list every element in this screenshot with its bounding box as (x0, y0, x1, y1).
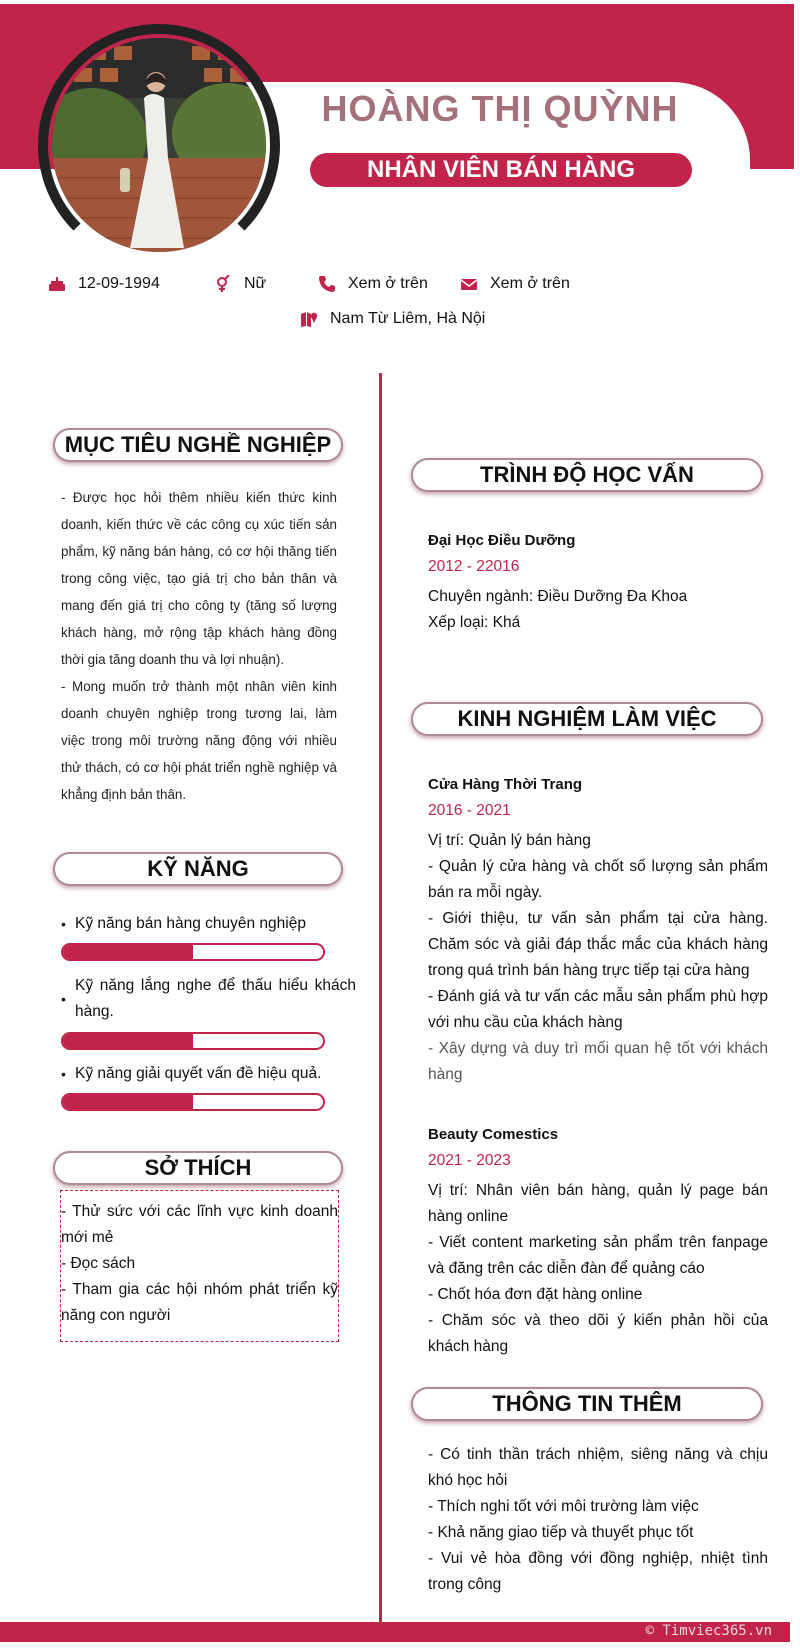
extra-info (428, 1442, 768, 1598)
education-period: 2012 - 22016 (428, 558, 520, 575)
objective-line: - Mong muốn trở thành một nhân viên kinh doanh chuyên nghiệp trong tương lai, làm việc trong môi trường năng động với nhiều thử thách, có cơ hội phát triển nghề nghiệp và khẳng định bản thân. (61, 679, 337, 802)
company-name: Cửa Hàng Thời Trang (428, 776, 583, 793)
education-entry (428, 528, 768, 636)
skill-item (61, 973, 356, 1025)
phone-row (318, 275, 428, 293)
birthday-value: 12-09-1994 (78, 275, 160, 292)
job-entry (428, 1122, 768, 1360)
extra-line: - Vui vẻ hòa đồng với đồng nghiệp, nhiệt tình trong công (428, 1550, 768, 1593)
skill-item (61, 1061, 356, 1087)
hobbies-title: SỞ THÍCH (53, 1151, 343, 1185)
avatar (52, 38, 266, 252)
email-row (460, 275, 570, 293)
address-value: Nam Từ Liêm, Hà Nội (330, 310, 486, 327)
bullet: • (61, 916, 66, 932)
job-entry (428, 772, 768, 1088)
bullet: • (61, 1066, 66, 1082)
extra-line: - Thích nghi tốt với môi trường làm việc (428, 1498, 699, 1515)
map-pin-icon (300, 310, 318, 328)
skill-bar (61, 1032, 325, 1050)
education-line: Chuyên ngành: Điều Dưỡng Đa Khoa (428, 588, 688, 605)
extra-title: THÔNG TIN THÊM (411, 1387, 763, 1421)
skill-bar-fill (63, 1034, 193, 1048)
job-line: - Giới thiệu, tư vấn sản phẩm tại cửa hàng. Chăm sóc và giải đáp thắc mắc của khách hàng trong quá trình bán hàng trực tiếp tại cửa hàng (428, 910, 768, 979)
email-icon (460, 275, 478, 293)
address-row (300, 310, 485, 328)
objective-title: MỤC TIÊU NGHỀ NGHIỆP (53, 428, 343, 462)
job-line: - Quản lý cửa hàng và chốt số lượng sản phẩm bán ra mỗi ngày. (428, 858, 768, 901)
objective-line: - Được học hỏi thêm nhiều kiến thức kinh doanh, kiến thức về các công cụ xúc tiến sản phẩm, kỹ năng bán hàng, có cơ hội thăng tiến trong công việc, tạo giá trị cho bản thân và mang đến giá trị cho công ty (tăng số lượng khách hàng, mở rộng tập khách hàng đồng thời gia tăng doanh thu và lợi nhuận). (61, 490, 337, 667)
footer-bar (0, 1622, 790, 1642)
footer-watermark: © Timviec365.vn (645, 1623, 772, 1639)
column-divider (379, 373, 382, 1623)
gender-value: Nữ (244, 275, 267, 292)
gender-icon (214, 275, 232, 293)
cake-icon (48, 275, 66, 293)
education-line: Xếp loại: Khá (428, 614, 521, 631)
position-badge: NHÂN VIÊN BÁN HÀNG (310, 153, 692, 187)
skill-label: Kỹ năng bán hàng chuyên nghiệp (75, 915, 306, 932)
company-name: Beauty Comestics (428, 1126, 559, 1143)
email-value: Xem ở trên (490, 275, 570, 292)
hobby-line: - Đọc sách (61, 1255, 136, 1272)
hobby-line: - Thử sức với các lĩnh vực kinh doanh mới mẻ (61, 1203, 338, 1246)
job-period: 2016 - 2021 (428, 802, 511, 819)
education-title: TRÌNH ĐỘ HỌC VẤN (411, 458, 763, 492)
job-line: Vị trí: Nhân viên bán hàng, quản lý page bán hàng online (428, 1182, 768, 1225)
hobby-line: - Tham gia các hội nhóm phát triển kỹ năng con người (61, 1281, 338, 1324)
job-line: Vị trí: Quản lý bán hàng (428, 832, 591, 849)
skill-item (61, 911, 356, 937)
job-line: - Viết content marketing sản phẩm trên fanpage và đăng trên các diễn đàn để quảng cáo (428, 1234, 768, 1277)
extra-line: - Khả năng giao tiếp và thuyết phục tốt (428, 1524, 694, 1541)
phone-icon (318, 275, 336, 293)
gender-row (214, 275, 266, 293)
skill-bar-fill (63, 945, 193, 959)
job-line: - Đánh giá và tư vấn các mẫu sản phẩm phù hợp với nhu cầu của khách hàng (428, 988, 768, 1031)
bullet: • (61, 991, 66, 1007)
job-line: - Chốt hóa đơn đặt hàng online (428, 1286, 643, 1303)
skill-bar (61, 1093, 325, 1111)
objective-text (61, 484, 337, 808)
skill-label: Kỹ năng lắng nghe để thấu hiểu khách hàng. (75, 977, 356, 1020)
experience-title: KINH NGHIỆM LÀM VIỆC (411, 702, 763, 736)
phone-value: Xem ở trên (348, 275, 428, 292)
birthday-row (48, 275, 160, 293)
skills-title: KỸ NĂNG (53, 852, 343, 886)
skill-label: Kỹ năng giải quyết vấn đề hiệu quả. (75, 1065, 322, 1082)
hobbies-box (60, 1190, 339, 1342)
skill-bar-fill (63, 1095, 193, 1109)
school-name: Đại Học Điều Dưỡng (428, 532, 576, 549)
extra-line: - Có tinh thần trách nhiệm, siêng năng và chịu khó học hỏi (428, 1446, 768, 1489)
job-line: - Chăm sóc và theo dõi ý kiến phản hồi của khách hàng (428, 1312, 768, 1355)
skill-bar (61, 943, 325, 961)
job-line: - Xây dựng và duy trì mối quan hệ tốt với khách hàng (428, 1040, 768, 1083)
job-period: 2021 - 2023 (428, 1152, 511, 1169)
candidate-name: HOÀNG THỊ QUỲNH (321, 88, 679, 129)
